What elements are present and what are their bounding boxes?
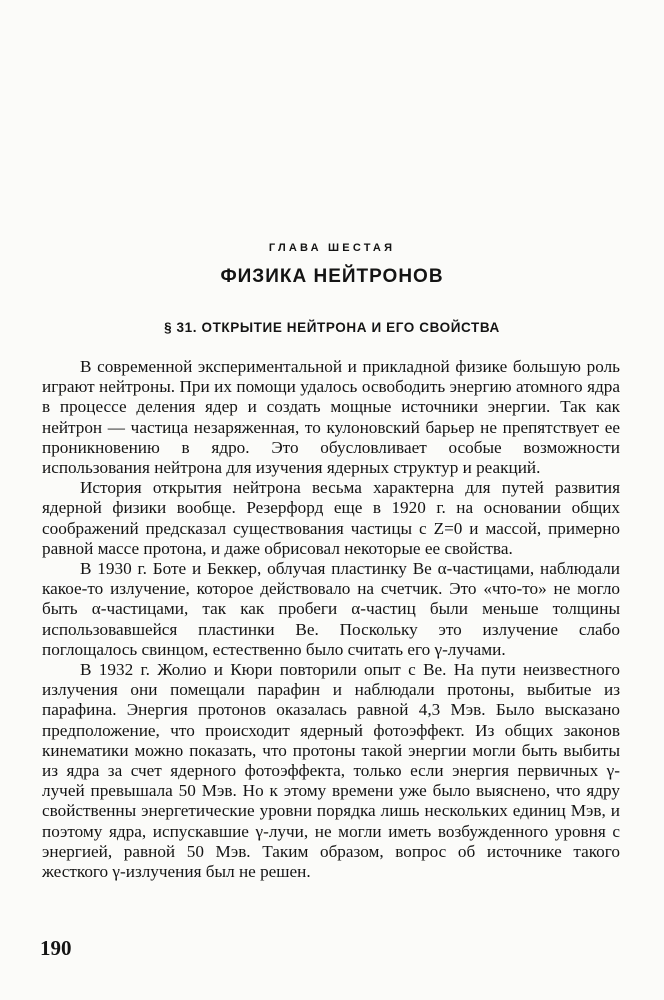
body-text (42, 357, 620, 882)
chapter-title: ФИЗИКА НЕЙТРОНОВ (220, 266, 444, 287)
paragraph-joliot-curie: В 1932 г. Жолио и Кюри повторили опыт с Be. На пути неизвестного излучения они помещали парафин и наблюдали протоны, выбитые из парафина. Энергия протонов оказалась равной 4,3 Мэв. Было высказано предположение, что происходит ядерный фотоэффект. Из общих законов кинематики можно показать, что протоны такой энергии могли быть выбиты из ядра за счет ядерного фотоэффекта, только если энергия первичных γ-лучей превышала 50 Мэв. Но к этому времени уже было выяснено, что ядру свойственны энергетические уровни порядка лишь нескольких единиц Мэв, и поэтому ядра, испускавшие γ-лучи, не могли иметь возбужденного уровня с энергией, равной 50 Мэв. Таким образом, вопрос об источнике такого жесткого γ-излучения был не решен. (42, 660, 620, 882)
section-title: § 31. ОТКРЫТИЕ НЕЙТРОНА И ЕГО СВОЙСТВА (164, 320, 500, 335)
paragraph-history: История открытия нейтрона весьма характерна для путей развития ядерной физики вообще. Резерфорд еще в 1920 г. на основании общих соображений предсказал существования частицы с Z=0 и массой, примерно равной массе протона, и даже обрисовал некоторые ее свойства. (42, 478, 620, 558)
page-number: 190 (40, 936, 72, 960)
chapter-label: ГЛАВА ШЕСТАЯ (268, 242, 396, 254)
paragraph-bothe-becker: В 1930 г. Боте и Беккер, облучая пластинку Be α-частицами, наблюдали какое-то излучение, которое действовало на счетчик. Это «что-то» не могло быть α-частицами, так как пробеги α-частиц были меньше толщины использовавшейся пластинки Be. Поскольку это излучение слабо поглощалось свинцом, естественно было считать его γ-лучами. (42, 559, 620, 659)
paragraph-intro: В современной экспериментальной и прикладной физике большую роль играют нейтроны. При их помощи удалось освободить энергию атомного ядра в процессе деления ядер и создать мощные источники энергии. Так как нейтрон — частица незаряженная, то кулоновский барьер не препятствует ее проникновению в ядро. Это обусловливает особые возможности использования нейтрона для изучения ядерных структур и реакций. (42, 357, 620, 478)
